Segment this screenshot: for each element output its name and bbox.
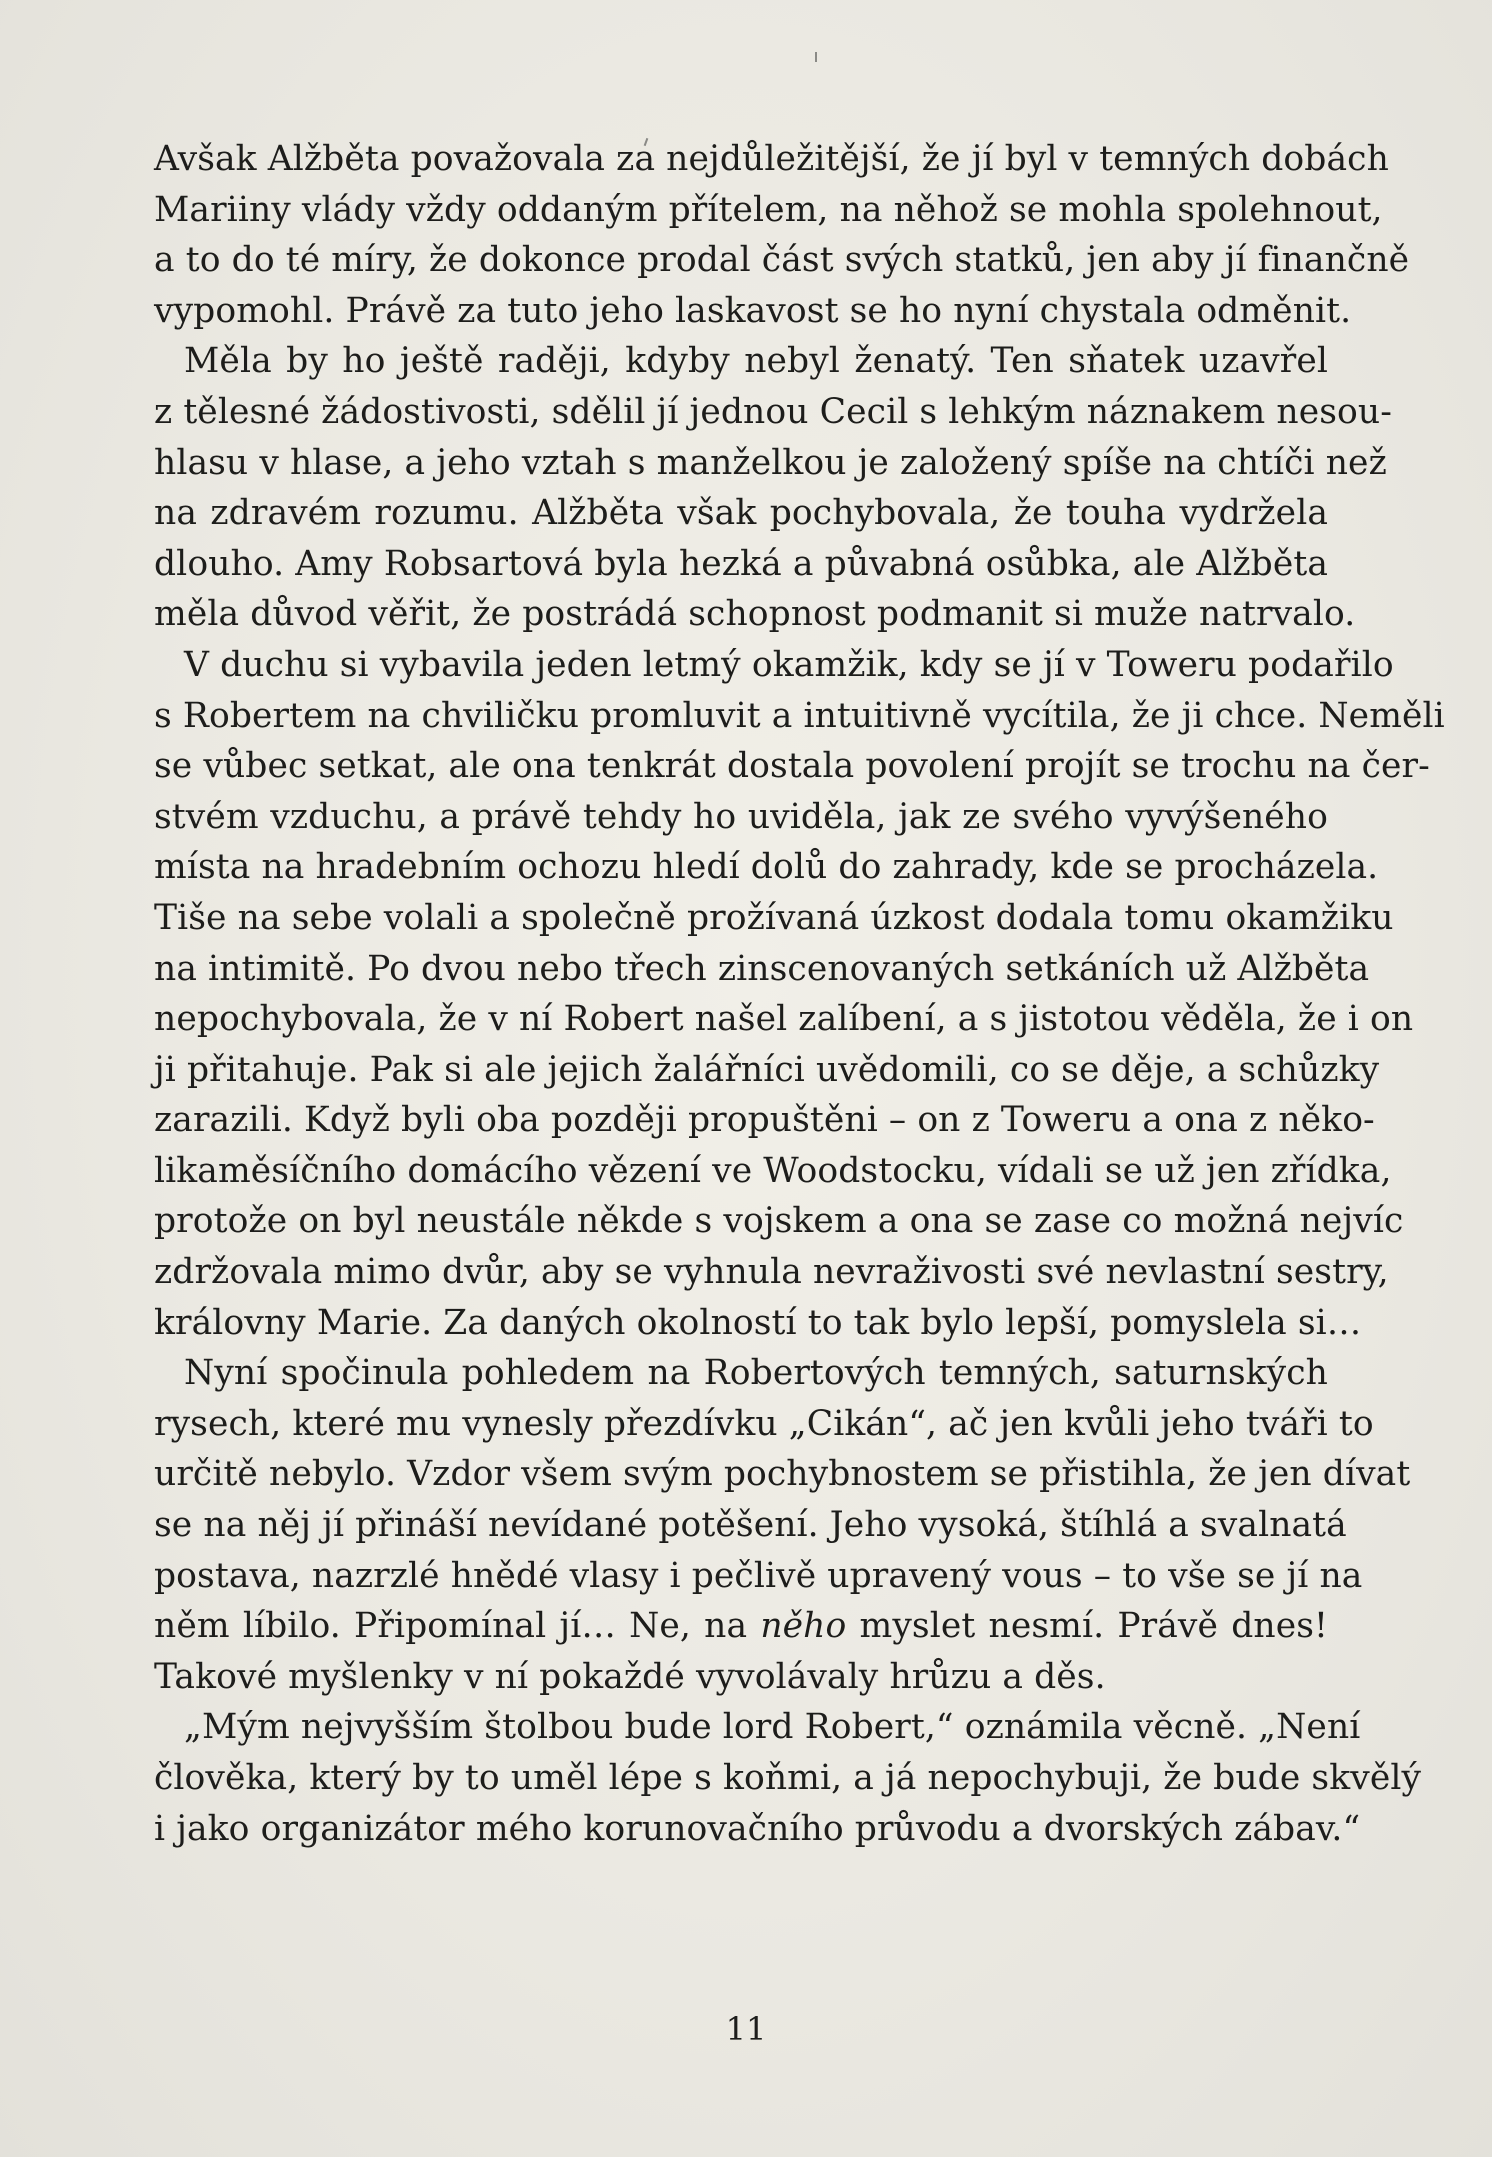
text-line: nepochybovala, že v ní Robert našel zalíbení, a s jistotou věděla, že i on — [154, 999, 1414, 1040]
text-line: měla důvod věřit, že postrádá schopnost podmanit si muže natrvalo. — [154, 594, 1356, 635]
text-line: Avšak Alžběta považovala za nejdůležitější, že jí byl v temných dobách — [154, 139, 1389, 179]
paragraph — [154, 336, 1392, 640]
emphasized-word: něho — [760, 1606, 847, 1647]
text-line: hlasu v hlase, a jeho vztah s manželkou je založený spíše na chtíči než — [154, 442, 1387, 483]
text-line: se vůbec setkat, ale ona tenkrát dostala povolení projít se trochu na čer- — [154, 746, 1430, 787]
paper-mark — [815, 52, 817, 62]
text-line: likaměsíčního domácího vězení ve Woodstocku, vídali se už jen zřídka, — [154, 1150, 1392, 1191]
text-line: stvém vzduchu, a právě tehdy ho uviděla, jak ze svého vyvýšeného — [154, 796, 1328, 837]
text-line: Tiše na sebe volali a společně prožívaná úzkost dodala tomu okamžiku — [154, 897, 1394, 938]
text-line: z tělesné žádostivosti, sdělil jí jednou Cecil s lehkým náznakem nesou- — [154, 391, 1392, 432]
paragraph — [154, 1702, 1422, 1854]
text-line: „Mým nejvyšším štolbou bude lord Robert,“ oznámila věcně. „Není — [184, 1707, 1361, 1748]
text-line: postava, nazrzlé hnědé vlasy i pečlivě upravený vous – to vše se jí na — [154, 1555, 1363, 1596]
paragraph — [154, 1348, 1411, 1702]
text-line: Měla by ho ještě raději, kdyby nebyl ženatý. Ten sňatek uzavřel — [184, 341, 1328, 382]
text-line: na zdravém rozumu. Alžběta však pochybovala, že touha vydržela — [154, 493, 1328, 534]
text-line: dlouho. Amy Robsartová byla hezká a půvabná osůbka, ale Alžběta — [154, 543, 1328, 584]
text-line: vypomohl. Právě za tuto jeho laskavost se ho nyní chystala odměnit. — [154, 290, 1352, 331]
paragraph — [154, 640, 1445, 1348]
text-line: na intimitě. Po dvou nebo třech zinscenovaných setkáních už Alžběta — [154, 948, 1370, 989]
text-line: i jako organizátor mého korunovačního průvodu a dvorských zábav.“ — [154, 1808, 1361, 1849]
text-line: s Robertem na chviličku promluvit a intuitivně vycítila, že ji chce. Neměli — [154, 695, 1445, 736]
page-number: 11 — [725, 2010, 767, 2048]
text-line: rysech, které mu vynesly přezdívku „Cikán“, ač jen kvůli jeho tváři to — [154, 1403, 1374, 1444]
text-line: ji přitahuje. Pak si ale jejich žalářníci uvědomili, co se děje, a schůzky — [154, 1049, 1380, 1090]
text-line: královny Marie. Za daných okolností to tak bylo lepší, pomyslela si… — [154, 1302, 1362, 1343]
text-line: protože on byl neustále někde s vojskem a ona se zase co možná nejvíc — [154, 1201, 1404, 1242]
text-line: Nyní spočinula pohledem na Robertových temných, saturnských — [184, 1353, 1328, 1394]
text-line: určitě nebylo. Vzdor všem svým pochybnostem se přistihla, že jen dívat — [154, 1454, 1411, 1495]
text-line: zdržovala mimo dvůr, aby se vyhnula nevraživosti své nevlastní sestry, — [154, 1252, 1389, 1293]
text-line: V duchu si vybavila jeden letmý okamžik, kdy se jí v Toweru podařilo — [184, 644, 1394, 685]
paragraph — [154, 134, 1410, 336]
text-line: zarazili. Když byli oba později propuštěni – on z Toweru a ona z něko- — [154, 1100, 1375, 1141]
text-line: a to do té míry, že dokonce prodal část svých statků, jen aby jí finančně — [154, 240, 1410, 281]
text-line: člověka, který by to uměl lépe s koňmi, a já nepochybuji, že bude skvělý — [154, 1758, 1422, 1798]
text-line: Mariiny vlády vždy oddaným přítelem, na něhož se mohla spolehnout, — [154, 189, 1383, 230]
text-line: něm líbilo. Připomínal jí… Ne, na něho myslet nesmí. Právě dnes! — [154, 1606, 1328, 1647]
text-line: se na něj jí přináší nevídané potěšení. Jeho vysoká, štíhlá a svalnatá — [154, 1505, 1347, 1546]
body-text — [154, 134, 1445, 1854]
text-line: místa na hradebním ochozu hledí dolů do zahrady, kde se procházela. — [154, 847, 1379, 888]
text-line: Takové myšlenky v ní pokaždé vyvolávaly hrůzu a děs. — [154, 1656, 1106, 1697]
